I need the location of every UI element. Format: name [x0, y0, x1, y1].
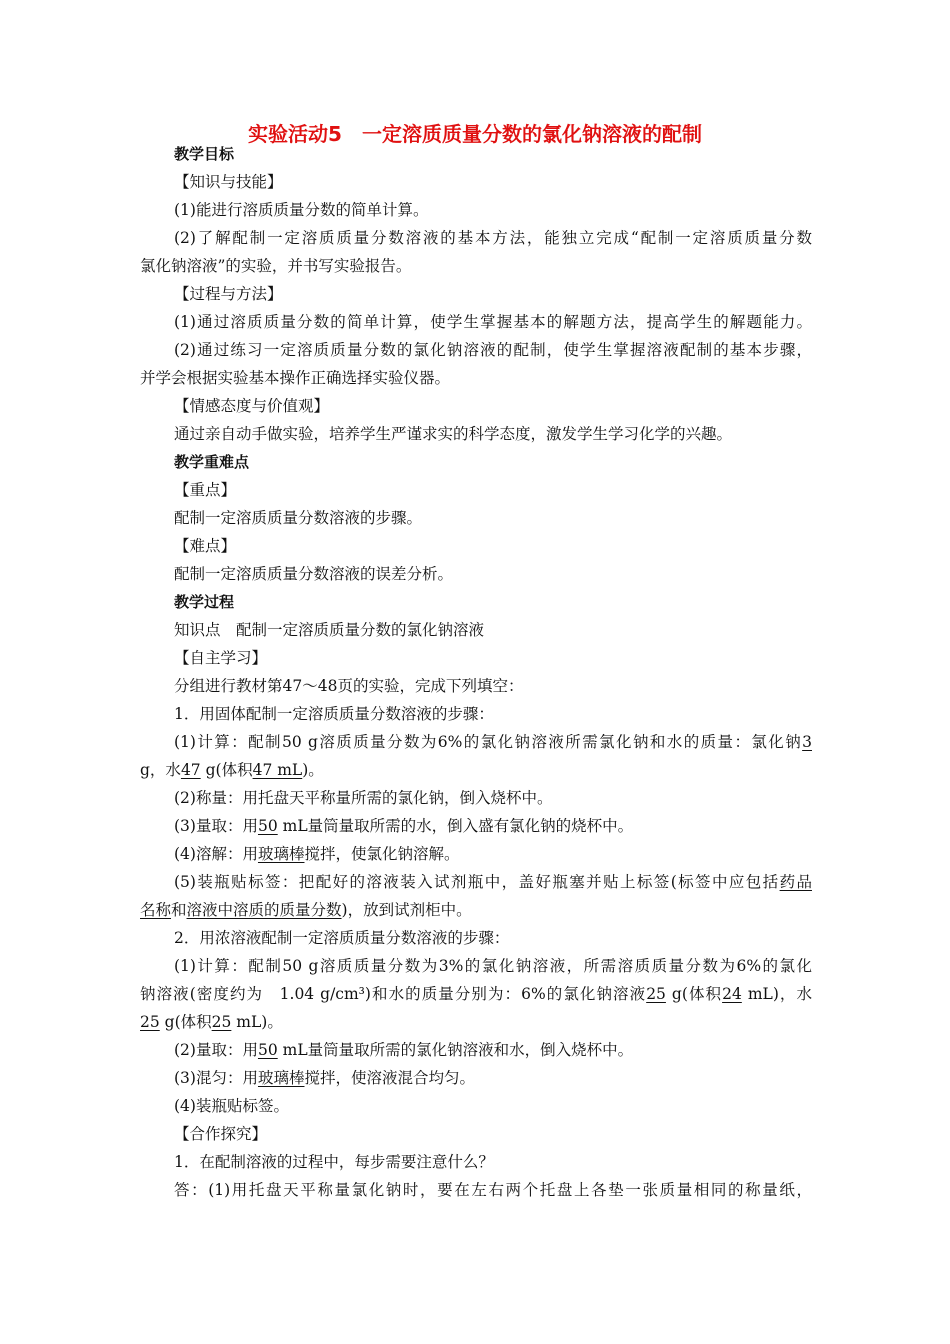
- text-segment: 通过亲自动手做实验，培养学生严谨求实的科学态度，激发学生学习化学的兴趣。: [174, 425, 733, 443]
- answer-blank: 24: [722, 985, 742, 1003]
- document-title: 实验活动5 一定溶质质量分数的氯化钠溶液的配制: [248, 122, 702, 146]
- text-segment: )，放到试剂柜中。: [341, 901, 472, 919]
- text-segment: g(体积: [665, 985, 723, 1003]
- text-line: [174, 952, 812, 980]
- text-segment: 【自主学习】: [174, 649, 268, 667]
- text-line: [174, 1120, 812, 1148]
- answer-blank: 名称: [140, 901, 172, 919]
- text-segment: 教学过程: [174, 593, 235, 611]
- text-segment: 【情感态度与价值观】: [174, 397, 330, 415]
- text-segment: 配制一定溶质质量分数溶液的误差分析。: [174, 565, 454, 583]
- answer-blank: 溶液中溶质的质量分数: [186, 901, 342, 919]
- text-segment: mL)，水: [741, 985, 812, 1003]
- text-segment: 答：(1)用托盘天平称量氯化钠时，要在左右两个托盘上各垫一张质量相同的称量纸，: [174, 1181, 812, 1199]
- text-line: [174, 532, 812, 560]
- text-segment: 2．用浓溶液配制一定溶质质量分数溶液的步骤：: [174, 929, 510, 947]
- text-segment: (1)能进行溶质质量分数的简单计算。: [174, 201, 429, 219]
- text-segment: 【难点】: [174, 537, 237, 555]
- text-line: [174, 728, 812, 756]
- text-segment: 钠溶液(密度约为 1.04 g/cm³)和水的质量分别为：6%的氯化钠溶液: [140, 985, 647, 1003]
- answer-blank: 25: [140, 1013, 160, 1031]
- text-segment: mL)。: [231, 1013, 283, 1031]
- text-line: [140, 364, 812, 392]
- text-segment: (4)装瓶贴标签。: [174, 1097, 289, 1115]
- text-segment: mL量筒量取所需的氯化钠溶液和水，倒入烧杯中。: [277, 1041, 634, 1059]
- text-segment: 知识点 配制一定溶质质量分数的氯化钠溶液: [174, 621, 485, 639]
- text-line: [174, 504, 812, 532]
- text-line: [140, 756, 812, 784]
- text-segment: 教学目标: [174, 145, 235, 163]
- text-segment: 搅拌，使氯化钠溶解。: [304, 845, 460, 863]
- text-segment: 氯化钠溶液”的实验，并书写实验报告。: [140, 257, 412, 275]
- text-segment: 教学重难点: [174, 453, 250, 471]
- text-segment: (2)称量：用托盘天平称量所需的氯化钠，倒入烧杯中。: [174, 789, 553, 807]
- text-segment: 【知识与技能】: [174, 173, 283, 191]
- text-segment: 分组进行教材第47～48页的实验，完成下列填空：: [174, 677, 524, 695]
- text-segment: 【过程与方法】: [174, 285, 283, 303]
- answer-blank: 3: [802, 733, 812, 751]
- text-segment: )。: [302, 761, 324, 779]
- text-line: [174, 476, 812, 504]
- section-heading: [174, 140, 812, 168]
- text-segment: 搅拌，使溶液混合均匀。: [304, 1069, 475, 1087]
- text-line: [174, 616, 812, 644]
- text-segment: 并学会根据实验基本操作正确选择实验仪器。: [140, 369, 451, 387]
- text-segment: (3)混匀：用: [174, 1069, 258, 1087]
- text-line: [174, 280, 812, 308]
- section-heading: [174, 448, 812, 476]
- answer-blank: 47: [180, 761, 201, 779]
- text-segment: (3)量取：用: [174, 817, 258, 835]
- text-line: [140, 980, 812, 1008]
- text-line: [174, 1064, 812, 1092]
- answer-blank: 玻璃棒: [257, 1069, 305, 1087]
- text-line: [174, 420, 812, 448]
- text-line: [174, 1148, 812, 1176]
- text-line: [174, 1176, 812, 1204]
- text-line: [174, 924, 812, 952]
- text-segment: 和: [171, 901, 187, 919]
- text-line: [174, 1092, 812, 1120]
- text-line: [174, 812, 812, 840]
- text-segment: (1)计算：配制50 g溶质质量分数为3%的氯化钠溶液，所需溶质质量分数为6%的氯化: [174, 957, 812, 975]
- text-segment: (1)计算：配制50 g溶质质量分数为6%的氯化钠溶液所需氯化钠和水的质量：氯化钠: [174, 733, 803, 751]
- text-line: [140, 1008, 812, 1036]
- text-line: [174, 672, 812, 700]
- text-line: [174, 308, 812, 336]
- text-segment: 1．用固体配制一定溶质质量分数溶液的步骤：: [174, 705, 494, 723]
- text-line: [174, 840, 812, 868]
- text-segment: (2)了解配制一定溶质质量分数溶液的基本方法，能独立完成“配制一定溶质质量分数: [174, 229, 812, 247]
- answer-blank: 25: [211, 1013, 232, 1031]
- text-line: [140, 896, 812, 924]
- text-segment: g(体积: [159, 1013, 212, 1031]
- answer-blank: 50: [257, 817, 278, 835]
- text-line: [174, 560, 812, 588]
- text-segment: g，水: [140, 761, 181, 779]
- text-segment: 【合作探究】: [174, 1125, 268, 1143]
- answer-blank: 47 mL: [252, 761, 303, 779]
- answer-blank: 25: [646, 985, 666, 1003]
- text-segment: g(体积: [200, 761, 253, 779]
- text-line: [174, 700, 812, 728]
- answer-blank: 药品: [779, 873, 812, 891]
- text-line: [174, 224, 812, 252]
- text-line: [140, 252, 812, 280]
- text-line: [174, 196, 812, 224]
- answer-blank: 玻璃棒: [257, 845, 305, 863]
- text-line: [174, 392, 812, 420]
- text-segment: (2)量取：用: [174, 1041, 258, 1059]
- section-heading: [174, 588, 812, 616]
- text-line: [174, 868, 812, 896]
- text-segment: mL量筒量取所需的水，倒入盛有氯化钠的烧杯中。: [277, 817, 634, 835]
- text-segment: 【重点】: [174, 481, 237, 499]
- text-segment: (2)通过练习一定溶质质量分数的氯化钠溶液的配制，使学生掌握溶液配制的基本步骤，: [174, 341, 812, 359]
- text-segment: (5)装瓶贴标签：把配好的溶液装入试剂瓶中，盖好瓶塞并贴上标签(标签中应包括: [174, 873, 780, 891]
- text-line: [174, 784, 812, 812]
- text-line: [174, 168, 812, 196]
- answer-blank: 50: [257, 1041, 278, 1059]
- text-segment: 配制一定溶质质量分数溶液的步骤。: [174, 509, 423, 527]
- text-line: [174, 336, 812, 364]
- text-line: [174, 644, 812, 672]
- text-segment: (1)通过溶质质量分数的简单计算，使学生掌握基本的解题方法，提高学生的解题能力。: [174, 313, 812, 331]
- text-segment: (4)溶解：用: [174, 845, 258, 863]
- text-line: [174, 1036, 812, 1064]
- text-segment: 1．在配制溶液的过程中，每步需要注意什么？: [174, 1153, 494, 1171]
